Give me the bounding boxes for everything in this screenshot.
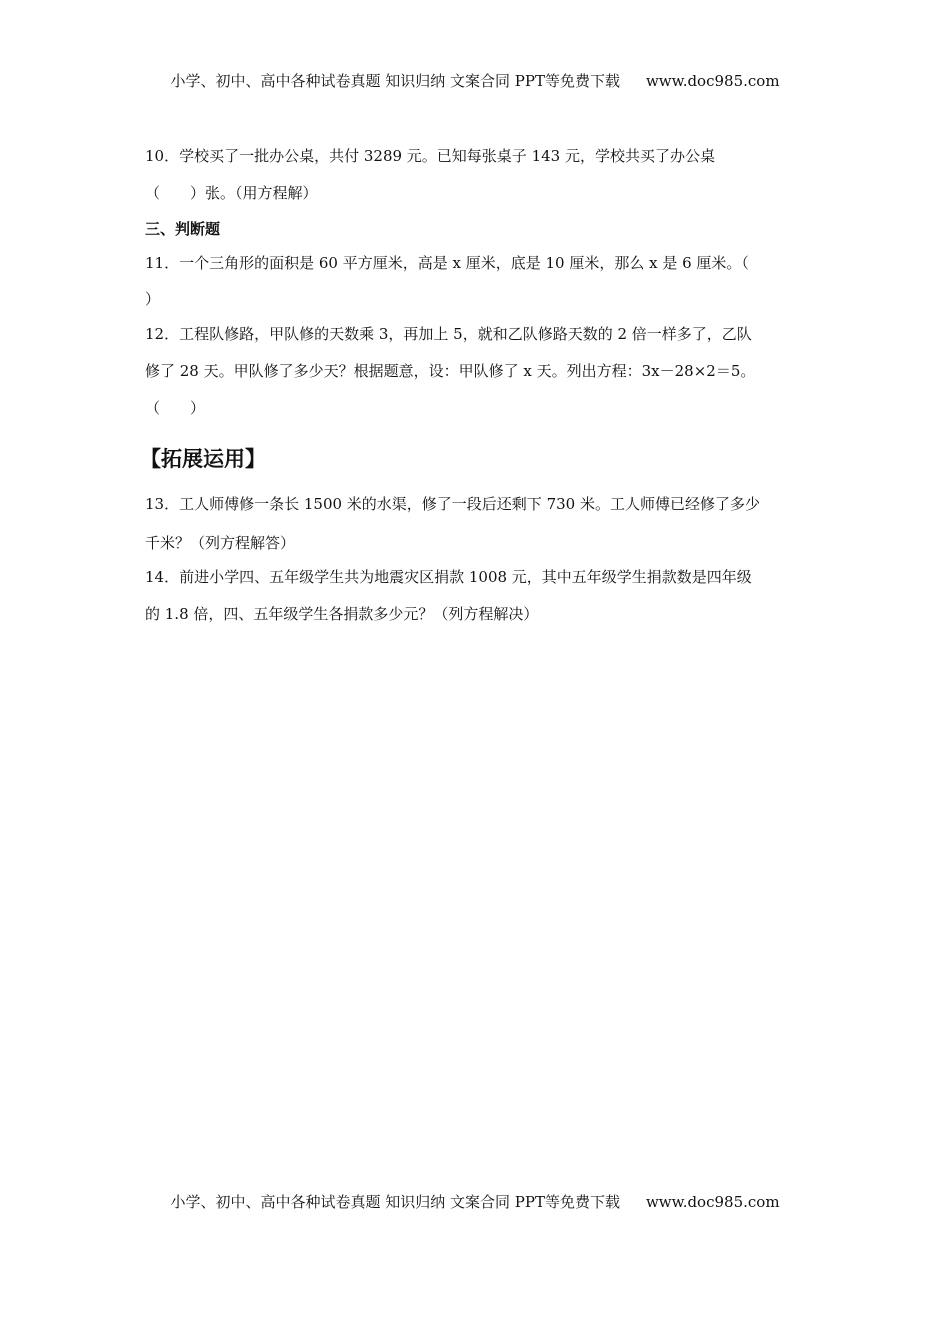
- q13-line2: 千米？（列方程解答）: [145, 534, 296, 552]
- q11-line1: 11．一个三角形的面积是 60 平方厘米，高是 x 厘米，底是 10 厘米，那么 x 是 6 厘米。（: [145, 254, 749, 272]
- page-footer: [0, 1191, 950, 1212]
- q12-line2: 修了 28 天。甲队修了多少天？根据题意，设：甲队修了 x 天。列出方程：3x－28×2＝5。: [145, 362, 756, 380]
- footer-text: 小学、初中、高中各种试卷真题 知识归纳 文案合同 PPT等免费下载: [170, 1193, 620, 1211]
- extension-title: 【拓展运用】: [140, 447, 266, 471]
- q12-line1: 12．工程队修路，甲队修的天数乘 3，再加上 5，就和乙队修路天数的 2 倍一样多了，乙队: [145, 325, 752, 343]
- page-header: [0, 70, 950, 91]
- q10-line1: 10．学校买了一批办公桌，共付 3289 元。已知每张桌子 143 元，学校共买了办公桌: [145, 147, 715, 165]
- q11-line2: ）: [145, 290, 161, 308]
- q10-line2: （ ）张。（用方程解）: [145, 184, 318, 202]
- footer-url[interactable]: www.doc985.com: [645, 1193, 780, 1211]
- q12-line3: （ ）: [145, 399, 206, 417]
- header-text: 小学、初中、高中各种试卷真题 知识归纳 文案合同 PPT等免费下载: [170, 72, 620, 90]
- section-3-title: 三、判断题: [145, 220, 221, 238]
- q13-line1: 13．工人师傅修一条长 1500 米的水渠，修了一段后还剩下 730 米。工人师傅已经修了多少: [145, 495, 760, 513]
- q14-line2: 的 1.8 倍，四、五年级学生各捐款多少元？（列方程解决）: [145, 605, 539, 623]
- header-url[interactable]: www.doc985.com: [645, 72, 780, 90]
- q14-line1: 14．前进小学四、五年级学生共为地震灾区捐款 1008 元，其中五年级学生捐款数是四年级: [145, 568, 752, 586]
